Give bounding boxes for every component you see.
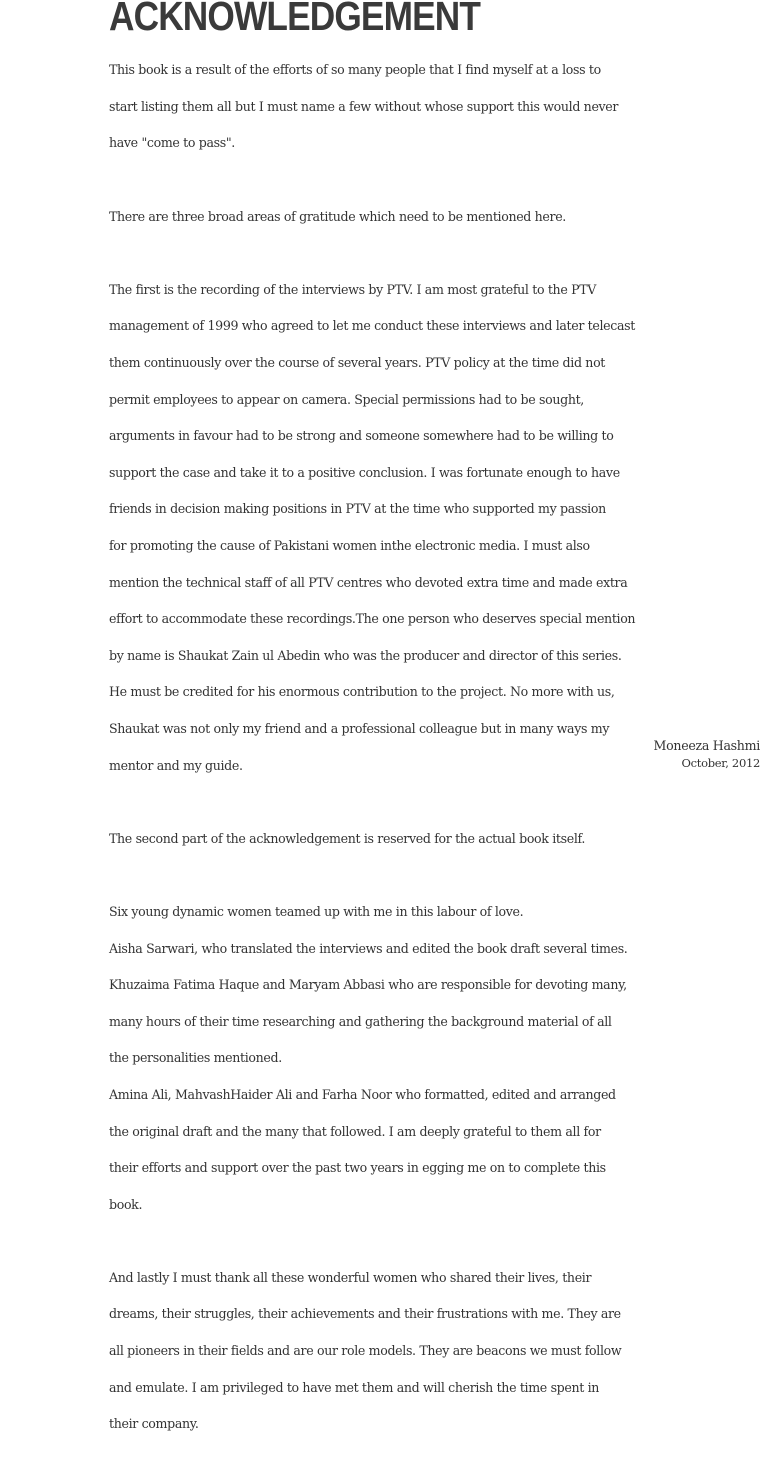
paragraph-book (109, 811, 669, 866)
acknowledgement-body (109, 43, 669, 1452)
signature-name: Moneeza Hashmi (653, 738, 760, 753)
text-line: mentor and my guide. (109, 757, 243, 773)
text-line: start listing them all but I must name a few without whose support this would never (109, 98, 619, 114)
text-line: He must be credited for his enormous contribution to the project. No more with us, (109, 684, 615, 700)
acknowledgement-page (109, 0, 669, 1470)
text-line: the original draft and the many that followed. I am deeply grateful to them all for (109, 1123, 601, 1139)
text-line: Six young dynamic women teamed up with me in this labour of love. (109, 903, 524, 919)
text-line: them continuously over the course of several years. PTV policy at the time did not (109, 355, 606, 371)
text-line: by name is Shaukat Zain ul Abedin who was the producer and director of this series. (109, 647, 622, 663)
text-line: effort to accommodate these recordings.The one person who deserves special mention (109, 611, 636, 627)
text-line: mention the technical staff of all PTV centres who devoted extra time and made extra (109, 574, 628, 590)
text-line: There are three broad areas of gratitude which need to be mentioned here. (109, 208, 566, 224)
signature-block (654, 737, 760, 771)
paragraph-team (109, 885, 669, 1233)
text-line: Shaukat was not only my friend and a professional colleague but in many ways my (109, 720, 610, 736)
text-line: arguments in favour had to be strong and someone somewhere had to be willing to (109, 428, 614, 444)
text-line: have "come to pass". (109, 135, 235, 151)
text-line: and emulate. I am privileged to have met them and will cherish the time spent in (109, 1379, 600, 1395)
paragraph-intro (109, 43, 669, 171)
paragraph-three-areas (109, 189, 669, 244)
text-line: This book is a result of the efforts of so many people that I find myself at a loss to (109, 62, 601, 78)
text-line: their efforts and support over the past two years in egging me on to complete this (109, 1160, 606, 1176)
text-line: Amina Ali, MahvashHaider Ali and Farha Noor who formatted, edited and arranged (109, 1086, 616, 1102)
text-line: for promoting the cause of Pakistani women inthe electronic media. I must also (109, 538, 590, 554)
text-line: management of 1999 who agreed to let me conduct these interviews and later telecast (109, 318, 635, 334)
text-line: permit employees to appear on camera. Special permissions had to be sought, (109, 391, 584, 407)
paragraph-women (109, 1251, 669, 1452)
paragraph-ptv (109, 263, 669, 794)
text-line: their company. (109, 1416, 199, 1432)
text-line: The second part of the acknowledgement is reserved for the actual book itself. (109, 830, 586, 846)
signature-date: October, 2012 (681, 756, 760, 770)
text-line: Aisha Sarwari, who translated the interviews and edited the book draft several times. (109, 940, 628, 956)
page-title: ACKNOWLEDGEMENT (109, 0, 591, 36)
text-line: support the case and take it to a positive conclusion. I was fortunate enough to have (109, 464, 620, 480)
text-line: dreams, their struggles, their achievements and their frustrations with me. They are (109, 1306, 621, 1322)
text-line: the personalities mentioned. (109, 1050, 282, 1066)
text-line: Khuzaima Fatima Haque and Maryam Abbasi who are responsible for devoting many, (109, 977, 627, 993)
text-line: The first is the recording of the interviews by PTV. I am most grateful to the PTV (109, 281, 596, 297)
text-line: friends in decision making positions in PTV at the time who supported my passion (109, 501, 606, 517)
text-line: many hours of their time researching and gathering the background material of all (109, 1013, 612, 1029)
text-line: book. (109, 1196, 143, 1212)
text-line: all pioneers in their fields and are our role models. They are beacons we must follow (109, 1343, 622, 1359)
text-line: And lastly I must thank all these wonderful women who shared their lives, their (109, 1269, 592, 1285)
